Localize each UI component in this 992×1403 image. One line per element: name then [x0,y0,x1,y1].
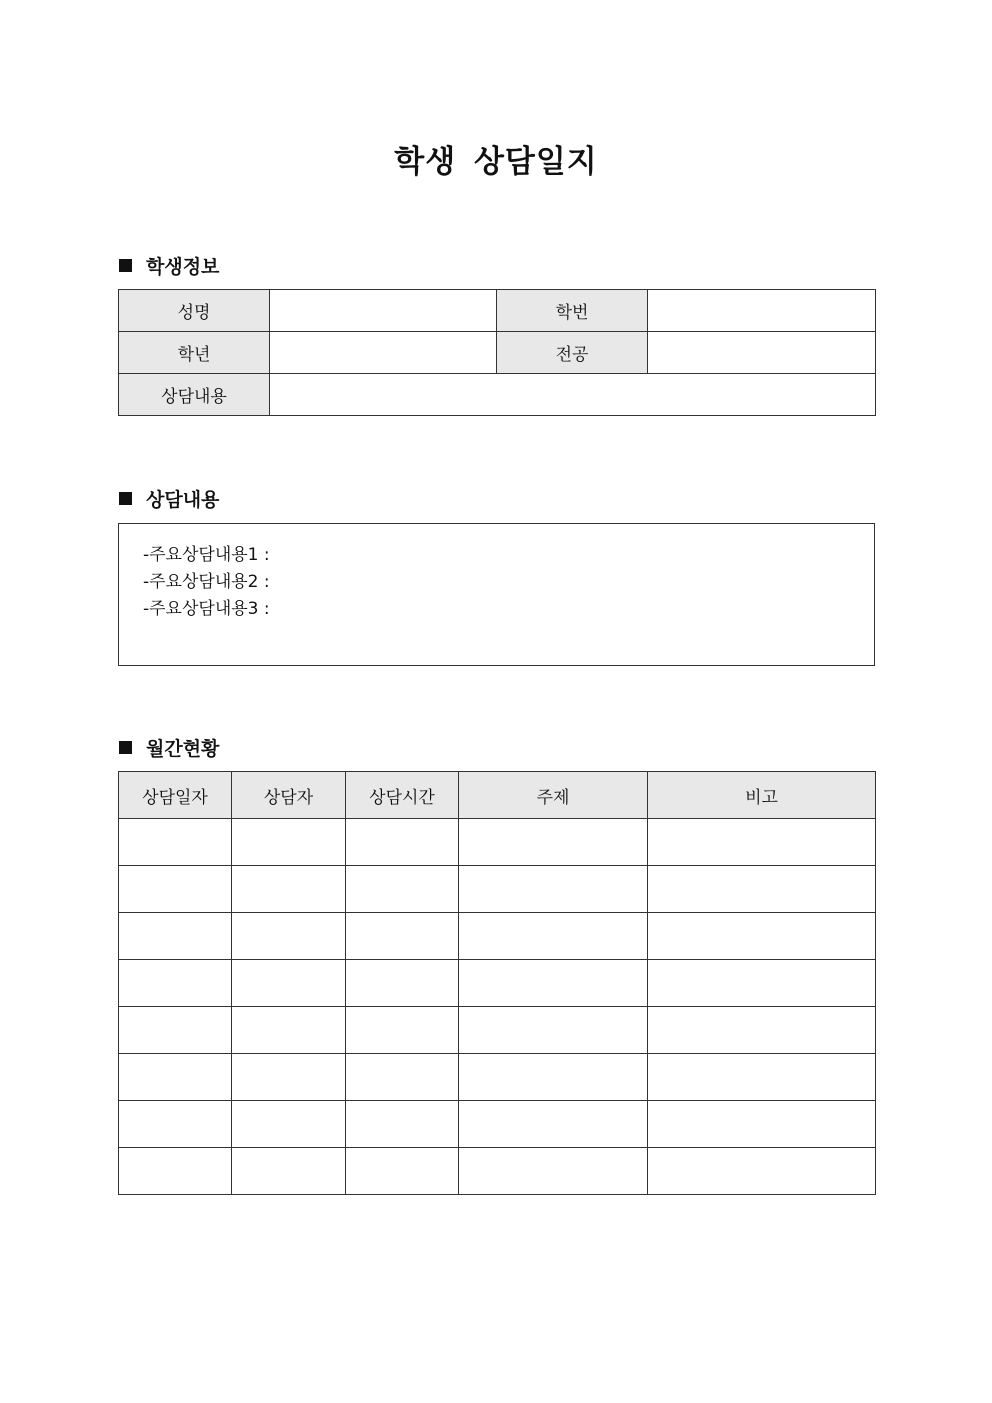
table-cell[interactable] [459,1007,648,1054]
table-cell[interactable] [232,960,346,1007]
table-cell[interactable] [648,1007,876,1054]
section-heading-student-info [119,253,219,277]
table-cell[interactable] [459,819,648,866]
table-cell[interactable] [648,1101,876,1148]
table-row [119,1148,876,1195]
table-cell[interactable] [346,866,459,913]
section-heading-label: 월간현황 [146,737,220,760]
table-cell[interactable] [648,1148,876,1195]
table-cell[interactable] [346,1148,459,1195]
major-field[interactable] [648,332,876,374]
student-id-field[interactable] [648,290,876,332]
counsel-content-lines [143,542,270,623]
table-cell[interactable] [119,1148,232,1195]
table-cell[interactable] [648,1054,876,1101]
section-heading-monthly-status [119,735,219,759]
table-cell[interactable] [119,960,232,1007]
major-label: 전공 [497,332,648,374]
table-row [119,374,876,416]
table-cell[interactable] [232,1054,346,1101]
table-row [119,1054,876,1101]
section-heading-counsel-content [119,486,219,510]
table-cell[interactable] [119,1054,232,1101]
table-cell[interactable] [459,866,648,913]
column-header-note: 비고 [648,772,876,819]
table-cell[interactable] [346,1054,459,1101]
table-cell[interactable] [459,913,648,960]
grade-label: 학년 [119,332,270,374]
table-cell[interactable] [119,866,232,913]
table-cell[interactable] [119,1007,232,1054]
counsel-line-3: -주요상담내용3 : [143,599,270,619]
counsel-label: 상담내용 [119,374,270,416]
table-cell[interactable] [346,1007,459,1054]
table-cell[interactable] [459,1101,648,1148]
counsel-content-box[interactable] [118,523,875,666]
table-row [119,913,876,960]
table-cell[interactable] [648,866,876,913]
table-cell[interactable] [232,1101,346,1148]
name-field[interactable] [270,290,497,332]
table-cell[interactable] [232,1148,346,1195]
student-id-label: 학번 [497,290,648,332]
table-cell[interactable] [232,1007,346,1054]
column-header-date: 상담일자 [119,772,232,819]
counsel-line-2: -주요상담내용2 : [143,572,270,592]
table-cell[interactable] [648,913,876,960]
counsel-line-1: -주요상담내용1 : [143,545,270,565]
name-label: 성명 [119,290,270,332]
table-row [119,1007,876,1054]
section-heading-label: 학생정보 [146,255,220,278]
column-header-time: 상담시간 [346,772,459,819]
table-cell[interactable] [346,1101,459,1148]
table-cell[interactable] [459,1148,648,1195]
table-cell[interactable] [459,960,648,1007]
table-cell[interactable] [119,1101,232,1148]
grade-field[interactable] [270,332,497,374]
table-row [119,866,876,913]
table-cell[interactable] [119,819,232,866]
table-cell[interactable] [346,819,459,866]
black-square-icon [119,259,132,272]
table-cell[interactable] [346,960,459,1007]
table-cell[interactable] [232,913,346,960]
table-row [119,819,876,866]
monthly-status-table [118,771,876,1195]
column-header-topic: 주제 [459,772,648,819]
table-row [119,290,876,332]
table-row [119,1101,876,1148]
table-cell[interactable] [232,866,346,913]
column-header-counselor: 상담자 [232,772,346,819]
counsel-field[interactable] [270,374,876,416]
table-cell[interactable] [346,913,459,960]
section-heading-label: 상담내용 [146,488,220,511]
table-cell[interactable] [459,1054,648,1101]
table-row [119,960,876,1007]
page-title: 학생 상담일지 [394,144,598,180]
table-header-row [119,772,876,819]
black-square-icon [119,492,132,505]
table-cell[interactable] [232,819,346,866]
table-row [119,332,876,374]
student-info-table [118,289,876,416]
table-cell[interactable] [648,819,876,866]
table-cell[interactable] [648,960,876,1007]
black-square-icon [119,741,132,754]
table-cell[interactable] [119,913,232,960]
